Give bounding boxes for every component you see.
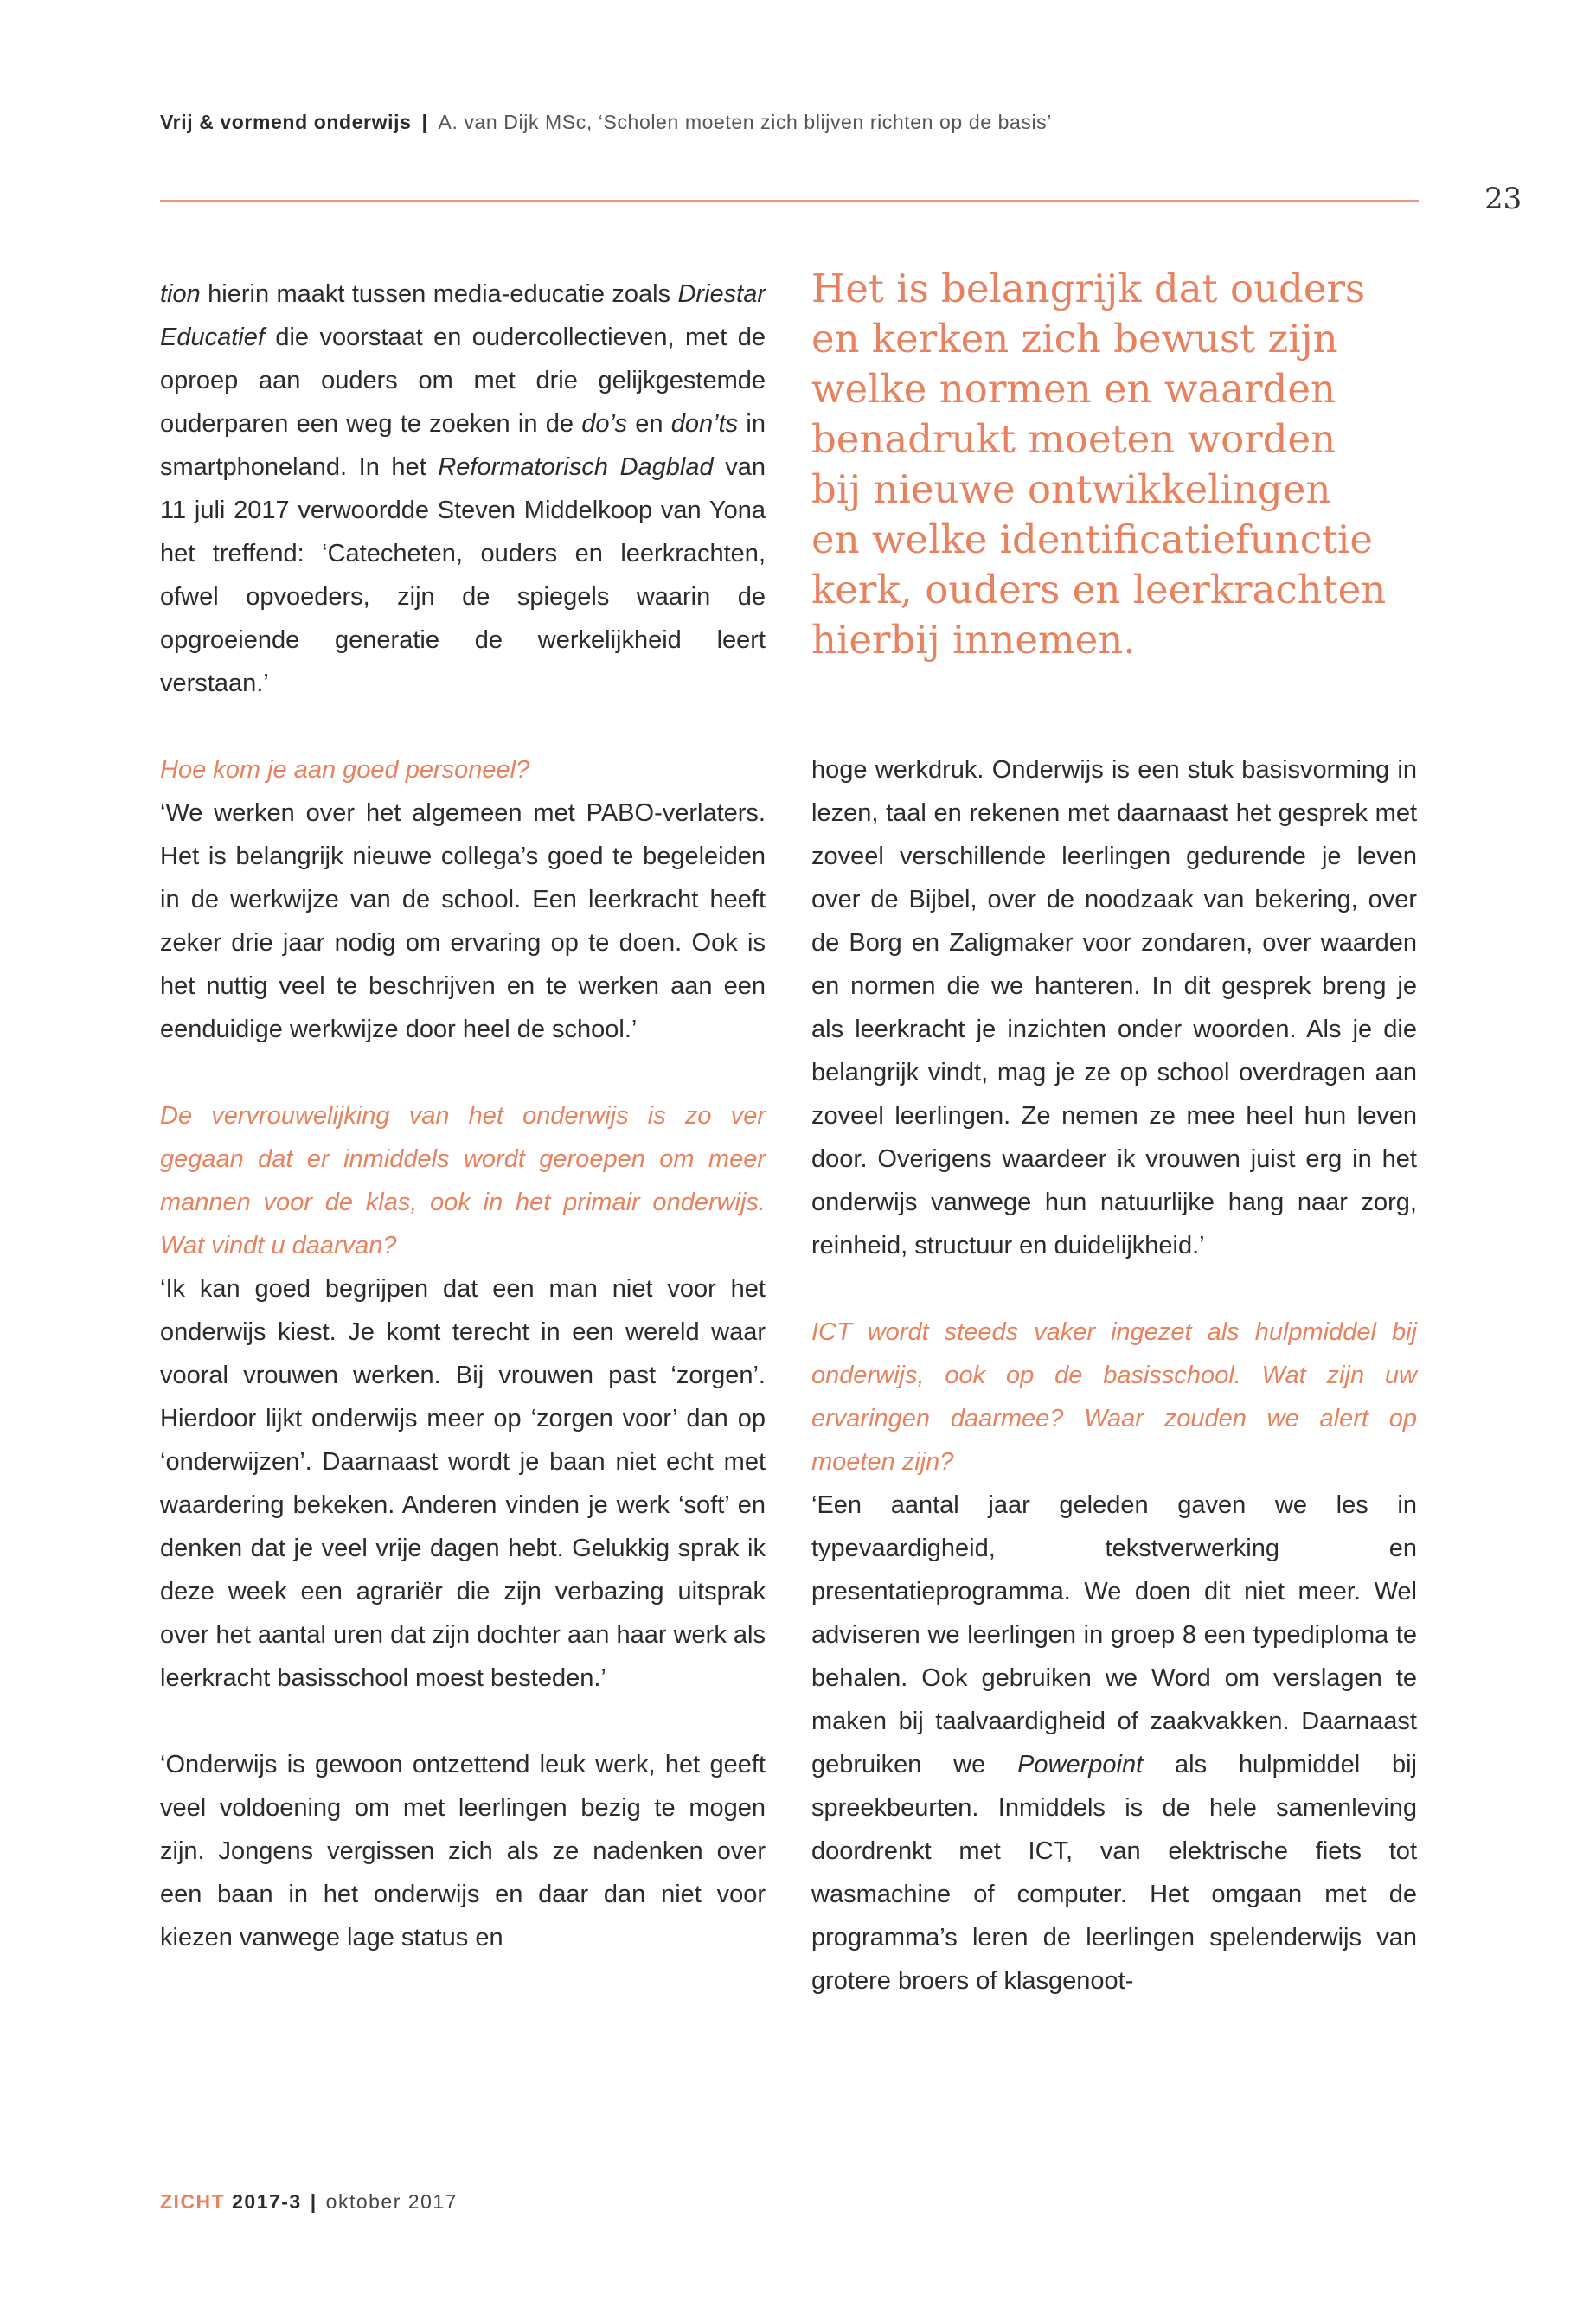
text-run: ‘Een aantal jaar geleden gaven we les in typevaardigheid, tekstverwerking en presentatieprogramma. We doen dit niet meer. Wel adviseren we leerlingen in groep 8 een typediploma te behalen. Ook gebruiken we Word om verslagen te maken bij taalvaardigheid of zaakvakken. Daarnaast gebruiken we (811, 1491, 1417, 1779)
pull-quote-line: benadrukt moeten worden (811, 416, 1336, 462)
pull-quote-line: welke normen en waarden (811, 366, 1336, 412)
text-run: hierin maakt tussen media-educatie zoals (200, 280, 678, 308)
pull-quote-line: Het is belangrijk dat ouders (811, 266, 1366, 311)
italic-text: tion (160, 280, 201, 308)
pull-quote-line: en kerken zich bewust zijn (811, 316, 1338, 362)
column-left-top (160, 272, 766, 705)
header-separator: | (421, 111, 428, 133)
text-run: van 11 juli 2017 verwoordde Steven Middelkoop van Yona het treffend: ‘Catecheten, ouders en leerkrachten, ofwel opvoeders, zijn de spiegels waarin de opgroeiende generatie de werkelijkheid leert verstaan.’ (160, 453, 766, 697)
text-run: en (626, 410, 671, 438)
running-header (160, 111, 1052, 134)
interview-question: De vervrouwelijking van het onderwijs is zo ver gegaan dat er inmiddels wordt geroepen om meer mannen voor de klas, ook in het primair onderwijs. Wat vindt u daarvan? (160, 1102, 766, 1259)
column-right-bottom (811, 748, 1417, 2003)
page-footer (160, 2190, 458, 2214)
interview-answer: ‘Ik kan goed begrijpen dat een man niet voor het onderwijs kiest. Je komt terecht in een wereld waar vooral vrouwen werken. Bij vrouwen past ‘zorgen’. Hierdoor lijkt onderwijs meer op ‘zorgen voor’ dan op ‘onderwijzen’. Daarnaast wordt je baan niet echt met waardering bekeken. Anderen vinden je werk ‘soft’ en denken dat je veel vrije dagen hebt. Gelukkig sprak ik deze week een agrariër die zijn verbazing uitsprak over het aantal uren dat zijn dochter aan haar werk als leerkracht basisschool moest besteden.’ (160, 1275, 766, 1692)
header-subtitle: A. van Dijk MSc, ‘Scholen moeten zich blijven richten op de basis’ (438, 111, 1052, 133)
interview-answer: ‘We werken over het algemeen met PABO-verlaters. Het is belangrijk nieuwe collega’s goed te begeleiden in de werkwijze van de school. Een leerkracht heeft zeker drie jaar nodig om ervaring op te doen. Ook is het nuttig veel te beschrijven en te werken aan een eenduidige werkwijze door heel de school.’ (160, 799, 766, 1043)
interview-answer: ‘Onderwijs is gewoon ontzettend leuk werk, het geeft veel voldoening om met leerlingen bezig te mogen zijn. Jongens vergissen zich als ze nadenken over een baan in het onderwijs en daar dan niet voor kiezen vanwege lage status en (160, 1751, 766, 1952)
page-number: 23 (1484, 182, 1522, 216)
pull-quote-line: en welke identificatiefunctie (811, 516, 1374, 562)
footer-separator: | (310, 2190, 317, 2213)
italic-text: Powerpoint (1017, 1751, 1144, 1779)
italic-text: Reformatorisch Dagblad (438, 453, 714, 481)
text-run: in smartphoneland. In het (160, 410, 766, 481)
pull-quote-line: bij nieuwe ontwikkelingen (811, 466, 1331, 512)
interview-answer: hoge werkdruk. Onderwijs is een stuk basisvorming in lezen, taal en rekenen met daarnaast het gesprek met zoveel verschillende leerlingen gedurende je leven over de Bijbel, over de noodzaak van bekering, over de Borg en Zaligmaker voor zondaren, over waarden en normen die we hanteren. In dit gesprek breng je als leerkracht je inzichten onder woorden. Als je die belangrijk vindt, mag je ze op school overdragen aan zoveel leerlingen. Ze nemen ze mee heel hun leven door. Overigens waardeer ik vrouwen juist erg in het onderwijs vanwege hun natuurlijke hang naar zorg, reinheid, structuur en duidelijkheid.’ (811, 756, 1417, 1259)
interview-answer (811, 1484, 1417, 2003)
footer-magazine: ZICHT (160, 2190, 226, 2213)
paragraph (160, 272, 766, 705)
text-run: die voorstaat en oudercollectieven, met de oproep aan ouders om met drie gelijkgestemde ouderparen een weg te zoeken in de (160, 324, 766, 438)
header-section: Vrij & vormend onderwijs (160, 111, 412, 133)
pull-quote (811, 264, 1434, 665)
pull-quote-line: hierbij innemen. (811, 617, 1136, 663)
column-left-bottom (160, 748, 766, 1959)
header-rule (160, 200, 1419, 202)
pull-quote-line: kerk, ouders en leerkrachten (811, 567, 1387, 612)
text-run: als hulpmiddel bij spreekbeurten. Inmiddels is de hele samenleving doordrenkt met ICT, van elektrische fiets tot wasmachine of computer. Het omgaan met de programma’s leren de leerlingen spelenderwijs van grotere broers of klasgenoot- (811, 1751, 1417, 1995)
italic-text: do’s (581, 410, 627, 438)
footer-issue: 2017-3 (232, 2190, 302, 2213)
interview-question: Hoe kom je aan goed personeel? (160, 756, 530, 784)
italic-text: don’ts (670, 410, 739, 438)
interview-question: ICT wordt steeds vaker ingezet als hulpmiddel bij onderwijs, ook op de basisschool. Wat zijn uw ervaringen daarmee? Waar zouden we alert op moeten zijn? (811, 1318, 1417, 1476)
italic-text: Driestar Educatief (160, 280, 766, 351)
footer-date: oktober 2017 (325, 2190, 458, 2213)
